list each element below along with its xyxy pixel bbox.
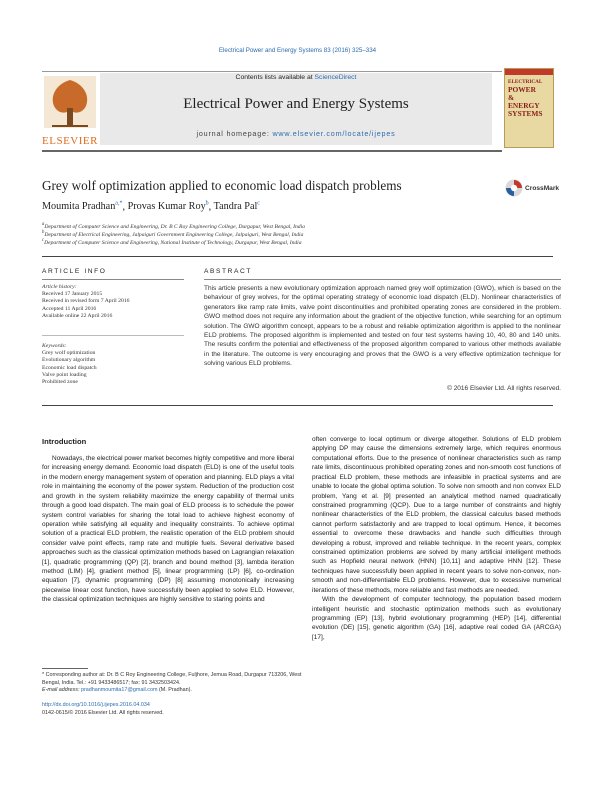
author-1[interactable]: Moumita Pradhan$^{a,*}$ bbox=[42, 201, 123, 213]
abstract-text: This article presents a new evolutionary optimization approach named grey wolf optimization (GWO), which is based on the behaviour of grey wolves, for the optimal operating strategy of economic load dispatch (ELD). Nonlinear characteristics of generators like ramp rate limits, valve point discontinuities and prohibited operating zones are considered in the problem. GWO method does not require any information about the gradient of the objective function, while searching for an optimum solution. The GWO algorithm concept, appears to be a robust and reliable optimization algorithm is applied to the nonlinear ELD problems. The proposed algorithm is implemented and tested on four test systems having 10, 40, 80 and 140 units. The results confirm the potential and effectiveness of the proposed algorithm compared to various other methods available in the literature. The outcome is very encouraging and proves that the GWO is a very effective optimization technique for solving various ELD problems. bbox=[204, 285, 561, 368]
running-header-text[interactable]: Electrical Power and Energy Systems 83 (2016) 325–334 bbox=[218, 47, 377, 54]
cover-line-4: ENERGY bbox=[508, 101, 540, 110]
affiliation-a: $^a$Department of Computer Science and Engineering, Dr. B C Roy Engineering College, Durgapur, West Bengal, India bbox=[42, 222, 305, 230]
article-info-heading: ARTICLE INFO bbox=[42, 268, 107, 275]
author-list: Moumita Pradhan$^{a,*}$, Provas Kumar Roy$^b$, Tandra Pal$^c$ bbox=[42, 201, 260, 213]
intro-right-column bbox=[312, 435, 561, 642]
copyright-notice: © 2016 Elsevier Ltd. All rights reserved. bbox=[447, 385, 561, 392]
footnote-rule bbox=[42, 668, 88, 669]
cover-line-2: POWER bbox=[508, 85, 536, 94]
doi-block bbox=[42, 702, 302, 717]
keyword-item: Economic load dispatch bbox=[42, 364, 97, 371]
affiliation-c: $^c$Department of Computer Science and Engineering, National Institute of Technology, Durgapur, West Bengal, India bbox=[42, 238, 302, 246]
abstract-rule bbox=[204, 279, 561, 280]
keyword-item: Valve point loading bbox=[42, 371, 87, 378]
article-title: Grey wolf optimization applied to economic load dispatch problems bbox=[42, 178, 402, 193]
doi-link[interactable]: http://dx.doi.org/10.1016/j.ijepes.2016.04.034 bbox=[42, 702, 150, 708]
info-rule bbox=[42, 279, 184, 280]
journal-cover bbox=[504, 68, 554, 148]
divider-bottom bbox=[42, 405, 553, 406]
keyword-item: Prohibited zone bbox=[42, 379, 78, 386]
contents-line bbox=[100, 74, 492, 81]
intro-paragraph: With the development of computer technology, the population based modern intelligent heuristic and stochastic optimization methods such as evolutionary programming (EP) [13], hybrid evolutionary programming (HEP) [14], differential evolution (DE) [15], genetic algorithm (GA) [16], adaptive real coded GA (ARCGA) [17], bbox=[312, 596, 561, 641]
history-line: Accepted 11 April 2016 bbox=[42, 305, 97, 312]
crossmark-button[interactable] bbox=[505, 179, 559, 197]
abstract-heading: ABSTRACT bbox=[204, 268, 252, 275]
journal-name: Electrical Power and Energy Systems bbox=[183, 96, 409, 112]
keywords bbox=[42, 343, 182, 386]
intro-paragraph: often converge to local optimum or diverge altogether. Solutions of ELD problem applying DP may cause the dimensions extremely large, which requires enormous computational efforts. Due to the presence of nonlinear characteristics such as ramp rate limits, discontinuous prohibited operating zones and non-smooth cost functions of practical ELD problem, these methods are infeasible in practical systems and are unable to locate the global optima solution. To solve non smooth and non convex ELD problem, Yang et al. [9] presented an analytical method named quadratically constrained programming (QCP). Due to a large number of constraints and highly nonlinear characteristics of the ELD problem, the classical calculus based methods cannot perform satisfactorily and are trapped to local optimum. Hence, it becomes essential to overcome these drawbacks and handle such difficulties through developing a robust, improved and reliable technique. In the recent years, complex constrained optimization problems are solved by many artificial intelligent methods such as Hopfield neural network (HNN) [10,11] and adaptive HNN [12]. These techniques have successfully been applied in recent years to solve non-convex, non-smooth and non-differentiable ELD problems. However, due to excessive numerical iterations of these methods, more reliable and fast methods are needed. bbox=[312, 436, 561, 594]
running-header[interactable] bbox=[0, 47, 595, 54]
cover-line-5: SYSTEMS bbox=[508, 109, 543, 118]
introduction-heading: Introduction bbox=[42, 437, 87, 446]
corresponding-author: * Corresponding author at: Dr. B C Roy Engineering College, Fuljhore, Jemua Road, Durgapur 713206, West Bengal, India. Tel.: +91 9433486517; fax: 91 3432503424. bbox=[42, 672, 302, 686]
homepage-link[interactable]: www.elsevier.com/locate/ijepes bbox=[272, 129, 396, 138]
history-line: Received 17 January 2015 bbox=[42, 291, 103, 298]
history-label: Article history: bbox=[42, 284, 77, 290]
elsevier-logo bbox=[42, 74, 98, 147]
author-3[interactable]: Tandra Pal$^c$ bbox=[213, 201, 260, 213]
keywords-rule bbox=[42, 335, 184, 336]
history-line: Received in revised form 7 April 2016 bbox=[42, 298, 130, 305]
elsevier-wordmark: ELSEVIER bbox=[42, 135, 98, 147]
keyword-item: Evolutionary algorithm bbox=[42, 357, 96, 364]
cover-line-3: & bbox=[508, 93, 515, 102]
keywords-label: Keywords: bbox=[42, 343, 67, 349]
elsevier-tree-icon bbox=[42, 74, 98, 132]
journal-homepage bbox=[100, 129, 492, 138]
email-link[interactable]: pradhanmoumita17@gmail.com bbox=[80, 687, 158, 693]
contents-prefix: Contents lists available at bbox=[235, 74, 313, 81]
email-line: E-mail address: pradhanmoumita17@gmail.com (M. Pradhan). bbox=[42, 687, 192, 693]
history-line: Available online 22 April 2016 bbox=[42, 312, 113, 319]
crossmark-icon bbox=[505, 179, 523, 197]
sciencedirect-link[interactable]: ScienceDirect bbox=[314, 74, 357, 81]
issn-line: 0142-0615/© 2016 Elsevier Ltd. All rights reserved. bbox=[42, 709, 164, 716]
article-history bbox=[42, 284, 182, 320]
author-2[interactable]: Provas Kumar Roy$^b$ bbox=[127, 201, 209, 213]
divider-top bbox=[42, 256, 553, 257]
cover-line-1: ELECTRICAL bbox=[508, 79, 543, 85]
keyword-item: Grey wolf optimization bbox=[42, 350, 96, 357]
corresponding-footnote bbox=[42, 672, 302, 695]
homepage-prefix: journal homepage: bbox=[196, 129, 270, 138]
intro-left-column: Nowadays, the electrical power market becomes highly competitive and more liberal for increasing energy demand. Economic load dispatch (ELD) is one of the useful tools in the modern energy management system of operation and planning. ELD plays a vital role in maintaining the economy of the power system. Reduction of the production cost and growth in the system reliability maximize the energy capability of thermal units through a good load dispatch. The main goal of ELD process is to schedule the power system control variables for sharing the total load to achieve highest economy of operation while satisfying all equality and inequality constraints. To achieve optimal solution of a practical ELD problem, the realistic operation of the ELD problem should consider valve point effects, ramp rate and multiple fuels. Several derivative based approaches such as the classical optimization methods based on Lagrangian relaxation [1], quadratic programming (QP) [2], branch and bound method [3], lambda iteration method (LIM) [4], gradient method [5], linear programming (LP) [6], co-ordination equation [7], dynamic programming (DP) [8] assuming monotonically increasing piecewise linear cost function, have successfully been applied to solve ELD. However, the classical optimization techniques are highly sensitive to staring points and bbox=[42, 455, 294, 604]
crossmark-label: CrossMark bbox=[525, 184, 560, 192]
affiliation-b: $^b$Department of Electrical Engineering, Jalpaiguri Government Engineering College, Jalpaiguri, West Bengal, India bbox=[42, 230, 304, 238]
